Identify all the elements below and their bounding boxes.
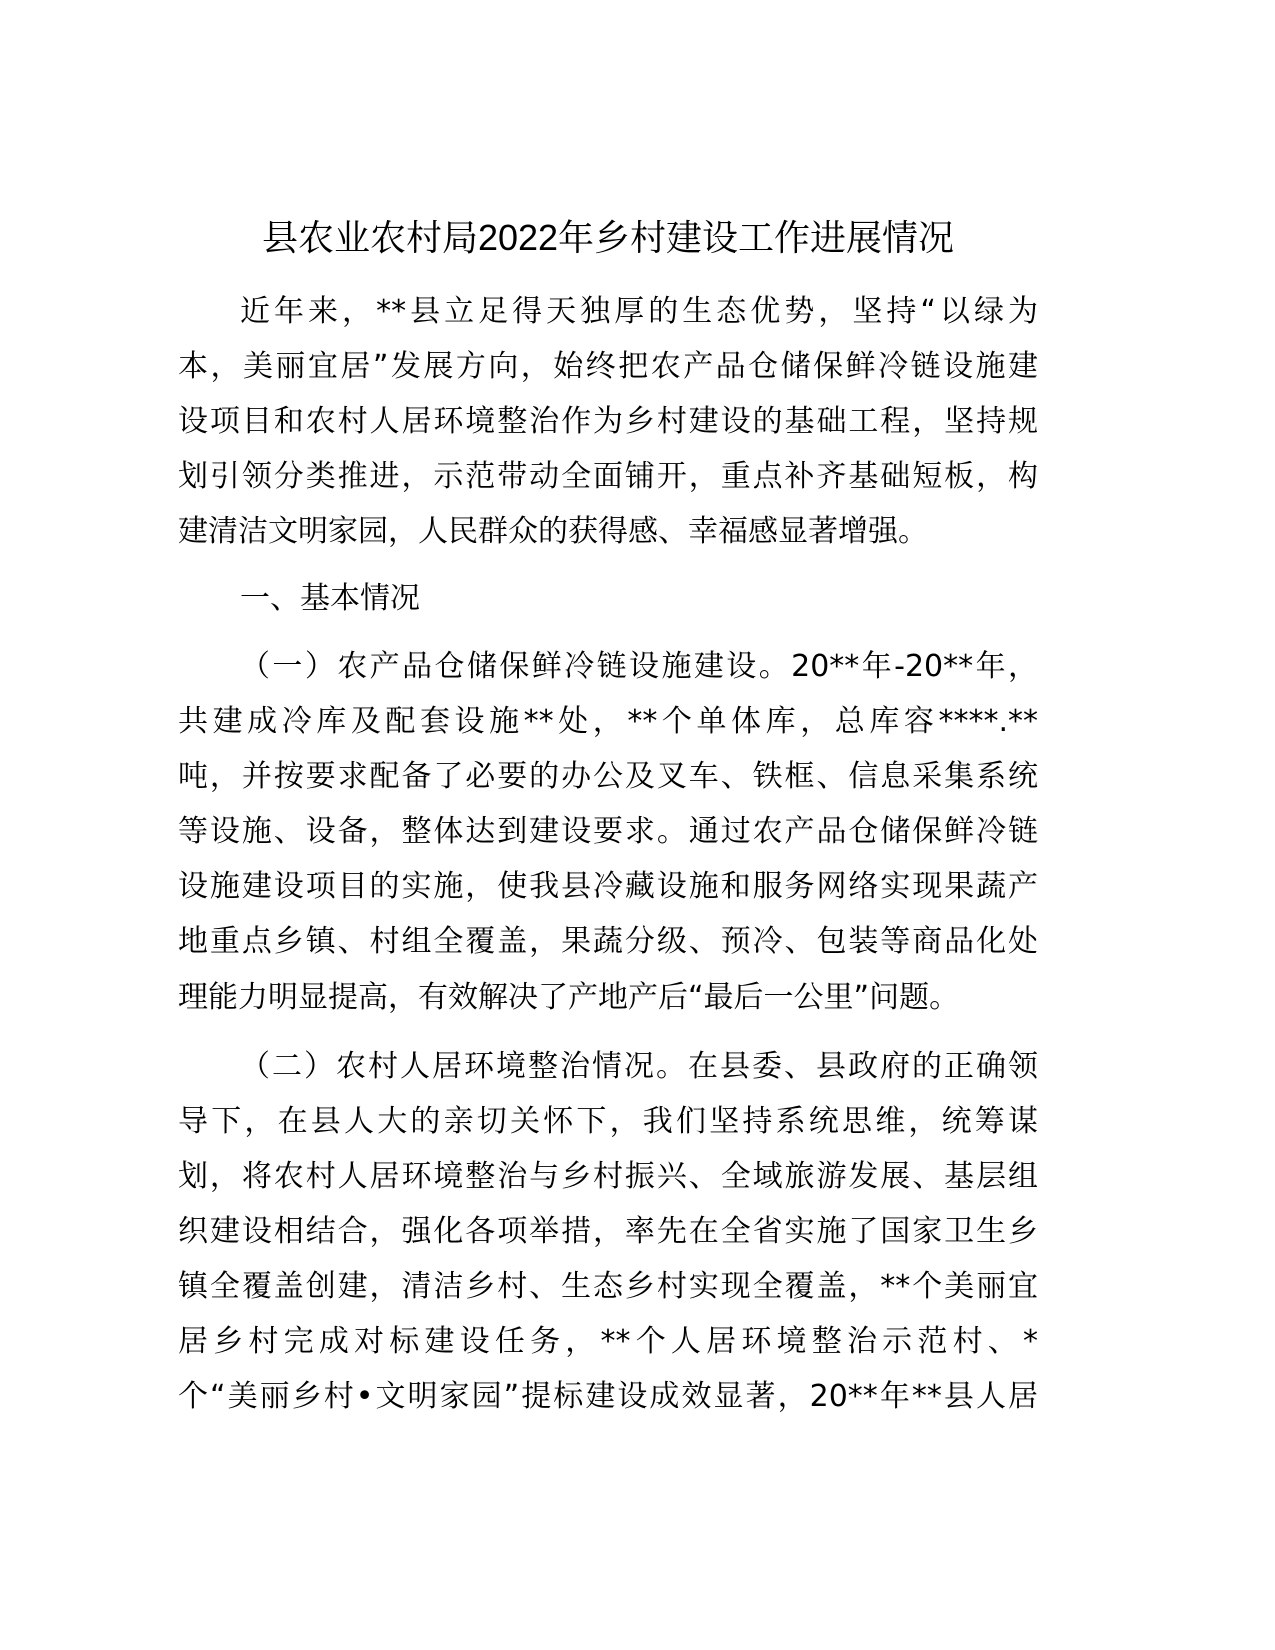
sub1-line-1: （一）农产品仓储保鲜冷链设施建设。20**年-20**年， — [240, 649, 1038, 684]
sub1-line-6: 地重点乡镇、村组全覆盖，果蔬分级、预冷、包装等商品化处 — [178, 924, 1038, 959]
section-heading-basic-situation: 一、基本情况 — [240, 581, 420, 616]
intro-line-4: 划引领分类推进，示范带动全面铺开，重点补齐基础短板，构 — [178, 459, 1038, 494]
sub2-line-4: 织建设相结合，强化各项举措，率先在全省实施了国家卫生乡 — [178, 1214, 1038, 1249]
sub1-line-4: 等设施、设备，整体达到建设要求。通过农产品仓储保鲜冷链 — [178, 814, 1038, 849]
sub2-line-3: 划，将农村人居环境整治与乡村振兴、全域旅游发展、基层组 — [178, 1159, 1038, 1194]
sub2-line-2: 导下，在县人大的亲切关怀下，我们坚持系统思维，统筹谋 — [178, 1104, 1038, 1139]
intro-line-2: 本，美丽宜居”发展方向，始终把农产品仓储保鲜冷链设施建 — [178, 349, 1038, 384]
intro-line-1: 近年来，**县立足得天独厚的生态优势，坚持“以绿为 — [240, 294, 1038, 329]
intro-line-5: 建清洁文明家园，人民群众的获得感、幸福感显著增强。 — [178, 514, 928, 549]
sub1-line-3: 吨，并按要求配备了必要的办公及叉车、铁框、信息采集系统 — [178, 759, 1038, 794]
sub1-line-5: 设施建设项目的实施，使我县冷藏设施和服务网络实现果蔬产 — [178, 869, 1038, 904]
sub2-line-7: 个“美丽乡村•文明家园”提标建设成效显著，20**年**县人居 — [178, 1379, 1038, 1414]
sub1-line-2: 共建成冷库及配套设施**处，**个单体库，总库容****.** — [178, 704, 1038, 739]
document-title: 县农业农村局2022年乡村建设工作进展情况 — [261, 217, 955, 258]
intro-line-3: 设项目和农村人居环境整治作为乡村建设的基础工程，坚持规 — [178, 404, 1038, 439]
sub2-line-5: 镇全覆盖创建，清洁乡村、生态乡村实现全覆盖，**个美丽宜 — [178, 1269, 1038, 1304]
sub1-line-7: 理能力明显提高，有效解决了产地产后“最后一公里”问题。 — [178, 980, 960, 1015]
sub2-line-6: 居乡村完成对标建设任务，**个人居环境整治示范村、* — [178, 1324, 1038, 1359]
sub2-line-1: （二）农村人居环境整治情况。在县委、县政府的正确领 — [240, 1049, 1038, 1084]
